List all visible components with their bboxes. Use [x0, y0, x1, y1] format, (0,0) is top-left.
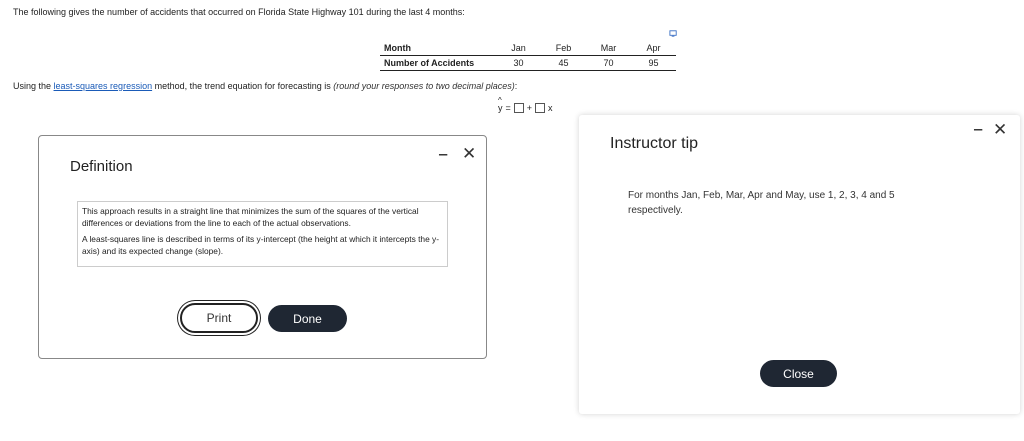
slope-input[interactable] [535, 103, 545, 113]
definition-body [77, 201, 448, 267]
definition-title: Definition [70, 158, 133, 175]
prompt-colon: : [514, 81, 518, 91]
least-squares-link[interactable]: least-squares regression [53, 81, 153, 91]
prompt-text: Using the [13, 81, 54, 91]
month-cell: Apr [631, 41, 676, 56]
instructor-tip-panel [579, 115, 1020, 414]
close-button[interactable]: Close [760, 360, 837, 387]
close-icon[interactable]: ✕ [462, 144, 477, 163]
definition-paragraph: This approach results in a straight line that minimizes the sum of the squares of the vertical differences or deviations from the line to each of the actual observations. [82, 206, 419, 228]
equals-sign: = [505, 103, 511, 113]
row-label-month: Month [380, 41, 496, 56]
print-button[interactable]: Print [180, 303, 258, 333]
month-cell: Feb [541, 41, 586, 56]
minimize-icon[interactable]: ‒ [439, 146, 448, 163]
minimize-icon[interactable]: ‒ [974, 121, 983, 138]
accidents-table [380, 41, 676, 71]
table-row [380, 56, 676, 71]
question-intro: The following gives the number of accidents that occurred on Florida State Highway 101 during the last 4 months: [13, 7, 465, 17]
plus-sign: + [526, 103, 533, 113]
definition-dialog [38, 135, 487, 359]
definition-paragraph: A least-squares line is described in terms of its y-intercept (the height at which it intercepts the y-axis) and its expected change (slope). [82, 234, 440, 256]
month-cell: Jan [496, 41, 541, 56]
accidents-cell: 45 [541, 56, 586, 71]
prompt-hint: (round your responses to two decimal places) [333, 81, 515, 91]
y-hat-symbol: ^ y [498, 96, 503, 113]
question-prompt [13, 81, 517, 91]
x-variable: x [548, 103, 553, 113]
instructor-tip-title: Instructor tip [610, 135, 699, 152]
accidents-cell: 30 [496, 56, 541, 71]
prompt-text: method, the trend equation for forecasting is [152, 81, 334, 91]
instructor-tip-text: For months Jan, Feb, Mar, Apr and May, use 1, 2, 3, 4 and 5 respectively. [628, 190, 895, 216]
intercept-input[interactable] [514, 103, 524, 113]
done-button[interactable]: Done [268, 305, 347, 332]
trend-equation [498, 96, 553, 113]
close-icon[interactable]: ✕ [993, 120, 1008, 139]
row-label-accidents: Number of Accidents [380, 56, 496, 71]
edit-icon[interactable] [669, 29, 678, 38]
month-cell: Mar [586, 41, 631, 56]
accidents-cell: 70 [586, 56, 631, 71]
table-row [380, 41, 676, 56]
accidents-cell: 95 [631, 56, 676, 71]
